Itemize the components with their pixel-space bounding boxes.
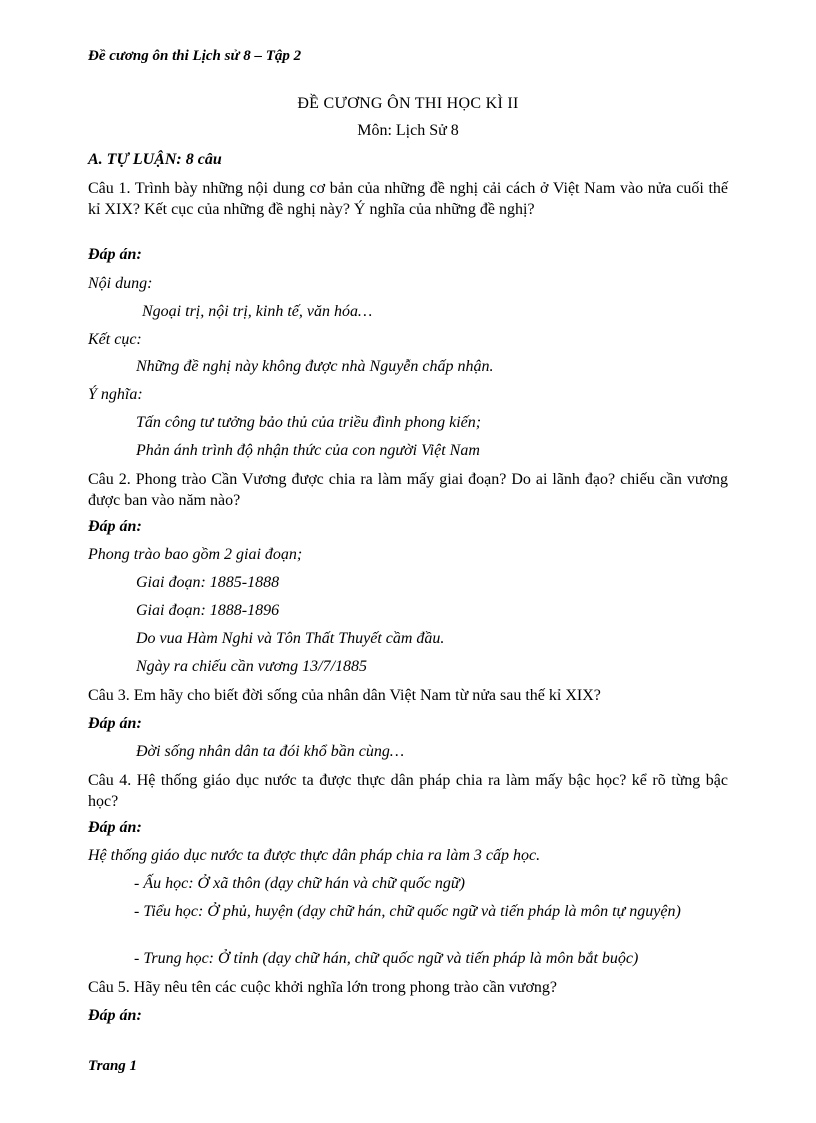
q1-content: Ngoại trị, nội trị, kinh tế, văn hóa… bbox=[142, 303, 373, 320]
q1-result: Những đề nghị này không được nhà Nguyễn chấp nhận. bbox=[136, 358, 494, 375]
question-4: Câu 4. Hệ thống giáo dục nước ta được thực dân pháp chia ra làm mấy bậc học? kể rõ từng bậc học? bbox=[88, 772, 728, 810]
q4-level-3: - Trung học: Ở tỉnh (dạy chữ hán, chữ quốc ngữ và tiến pháp là môn bắt buộc) bbox=[134, 950, 639, 967]
q1-result-label: Kết cục: bbox=[88, 331, 142, 348]
answer-label-1: Đáp án: bbox=[88, 246, 142, 263]
answer-label-4: Đáp án: bbox=[88, 819, 142, 836]
page-footer: Trang 1 bbox=[88, 1058, 138, 1074]
question-5: Câu 5. Hãy nêu tên các cuộc khởi nghĩa lớn trong phong trào cần vương? bbox=[88, 979, 558, 996]
page-header: Đề cương ôn thi Lịch sử 8 – Tập 2 bbox=[88, 48, 302, 64]
q1-meaning-2: Phản ánh trình độ nhận thức của con người Việt Nam bbox=[136, 442, 480, 459]
q2-stage-2: Giai đoạn: 1888-1896 bbox=[136, 602, 280, 619]
document-subtitle: Môn: Lịch Sử 8 bbox=[357, 122, 459, 139]
document-title: ĐỀ CƯƠNG ÔN THI HỌC KÌ II bbox=[297, 95, 519, 112]
q4-intro: Hệ thống giáo dục nước ta được thực dân pháp chia ra làm 3 cấp học. bbox=[88, 847, 541, 864]
q2-intro: Phong trào bao gồm 2 giai đoạn; bbox=[88, 546, 303, 563]
question-1: Câu 1. Trình bày những nội dung cơ bản của những đề nghị cải cách ở Việt Nam vào nửa cuối thế kỉ XIX? Kết cục của những đề nghị này? Ý nghĩa của những đề nghị? bbox=[88, 180, 728, 218]
answer-label-3: Đáp án: bbox=[88, 715, 142, 732]
question-2: Câu 2. Phong trào Cần Vương được chia ra làm mấy giai đoạn? Do ai lãnh đạo? chiếu cần vương được ban vào năm nào? bbox=[88, 471, 728, 509]
q3-answer: Đời sống nhân dân ta đói khổ bần cùng… bbox=[136, 743, 405, 760]
q4-level-2: - Tiểu học: Ở phủ, huyện (dạy chữ hán, chữ quốc ngữ và tiến pháp là môn tự nguyện) bbox=[134, 903, 681, 920]
answer-label-2: Đáp án: bbox=[88, 518, 142, 535]
q2-stage-1: Giai đoạn: 1885-1888 bbox=[136, 574, 280, 591]
q1-meaning-label: Ý nghĩa: bbox=[88, 386, 143, 403]
q1-content-label: Nội dung: bbox=[88, 275, 153, 292]
q4-level-1: - Ấu học: Ở xã thôn (dạy chữ hán và chữ quốc ngữ) bbox=[134, 875, 465, 892]
question-3: Câu 3. Em hãy cho biết đời sống của nhân dân Việt Nam từ nửa sau thế kỉ XIX? bbox=[88, 687, 601, 704]
q1-meaning-1: Tấn công tư tưởng bảo thủ của triều đình phong kiến; bbox=[136, 414, 482, 431]
answer-label-5: Đáp án: bbox=[88, 1007, 142, 1024]
q2-leaders: Do vua Hàm Nghi và Tôn Thất Thuyết cầm đầu. bbox=[136, 630, 445, 647]
q2-date: Ngày ra chiếu cần vương 13/7/1885 bbox=[136, 658, 368, 675]
section-heading: A. TỰ LUẬN: 8 câu bbox=[88, 151, 222, 168]
